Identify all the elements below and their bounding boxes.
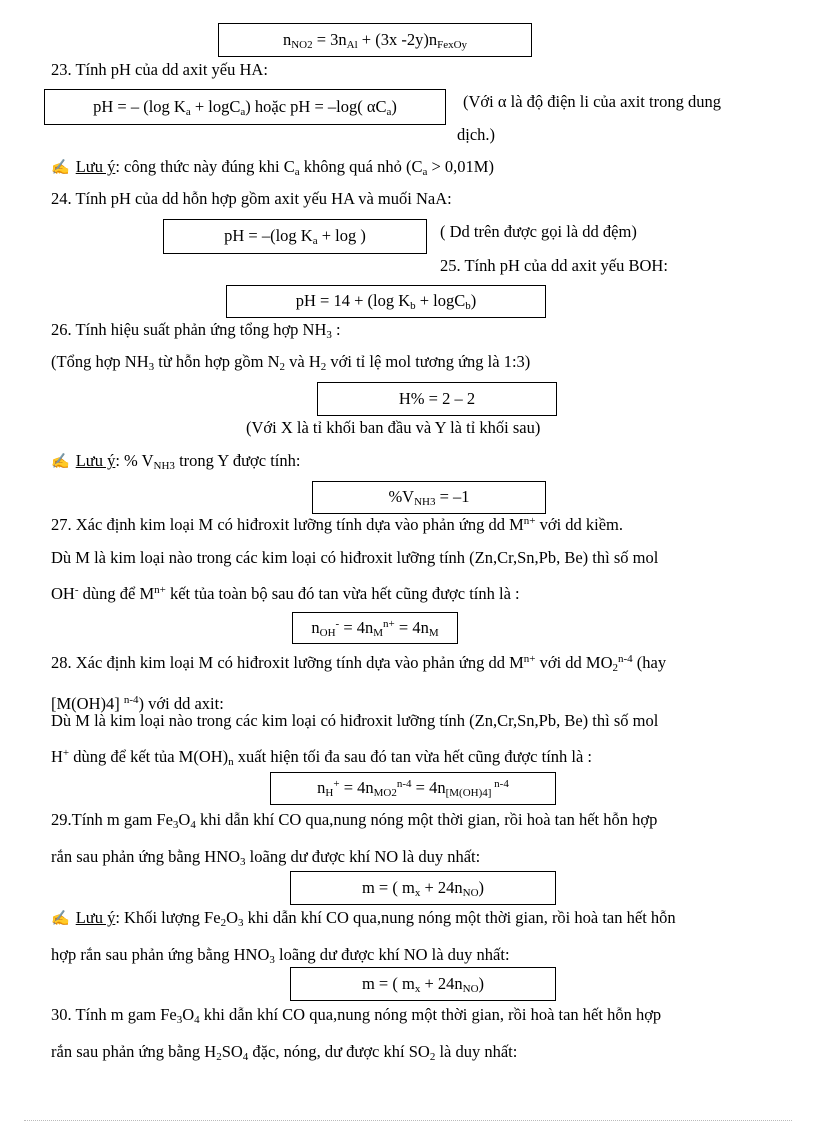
note-29: ✍ Lưu ý: Khối lượng $Fe_2O_3$ khi dẫn khí CO qua,nung nóng một thời gian, rồi hoà tan hết hỗn hợp rắn sau phản ứng bằng $HNO_3$ loãng dư được khí NO là duy nhất: — [51, 908, 676, 966]
formula-26-note: (Với X là tỉ khối ban đầu và Y là tỉ khối sau) — [246, 418, 541, 437]
section-23-heading: 23. Tính pH của dd axit yếu HA: — [51, 60, 268, 79]
formula-25-box — [226, 285, 546, 318]
formula-29b-box — [290, 967, 556, 1001]
formula-29: m = ( $m_x + 24n_{NO}$) — [361, 877, 485, 899]
page-bottom-border — [24, 1120, 792, 1121]
formula-25: pH = 14 + (log $K_b + \log C_b$) — [295, 291, 477, 312]
section-27-body: Dù M là kim loại nào trong các kim loại có hiđroxit lưỡng tính (Zn,Cr,Sn,Pb, Be) thì số mol OH- dùng để $M^{n+}$ kết tủa toàn bộ sau đó tan vừa hết cũng được tính là : — [51, 548, 659, 603]
pen-icon: ✍ — [51, 454, 70, 470]
note-23: ✍ Lưu ý: công thức này đúng khi $C_a$ không quá nhỏ $(C_a > 0,01M)$ — [51, 157, 494, 178]
section-25-heading: 25. Tính pH của dd axit yếu BOH: — [440, 256, 668, 275]
formula-29-box — [290, 871, 556, 905]
formula-24: pH = –(log $K_a + \log$ ) — [224, 226, 366, 247]
formula-29b: m = ( $m_x + 24n_{NO}$) — [361, 973, 485, 995]
section-26-condition: (Tổng hợp $NH_3$ từ hỗn hợp gồm $N_2$ và $H_2$ với tỉ lệ mol tương ứng là 1:3) — [51, 352, 531, 373]
formula-27: $n_{OH}^- = 4n_M^{n+} = 4n_M$ — [311, 617, 439, 639]
formula-24-box — [163, 219, 427, 254]
formula-24-note: ( Dd trên được gọi là dd đệm) — [440, 222, 637, 241]
section-29-heading: 29.Tính m gam $Fe_3O_4$ khi dẫn khí CO qua,nung nóng một thời gian, rồi hoà tan hết hỗn hợp rắn sau phản ứng bằng $HNO_3$ loãng dư được khí NO là duy nhất: — [51, 810, 658, 868]
formula-26b-box — [312, 481, 546, 514]
formula-27-box — [292, 612, 458, 644]
formula-26-box — [317, 382, 557, 416]
formula-23-note-line1: (Với α là độ điện li của axit trong dung — [463, 92, 721, 111]
formula-23-note-line2: dịch.) — [457, 125, 496, 144]
section-28-body: Dù M là kim loại nào trong các kim loại có hiđroxit lưỡng tính (Zn,Cr,Sn,Pb, Be) thì số mol H+ dùng để kết tủa $M(OH)_n$ xuất hiện tối đa sau đó tan vừa hết cũng được tính là : — [51, 711, 659, 768]
section-30-heading: 30. Tính m gam $Fe_3O_4$ khi dẫn khí CO qua,nung nóng một thời gian, rồi hoà tan hết hỗn hợp rắn sau phản ứng bằng $H_2SO_4$ đặc, nóng, dư được khí $SO_2$ là duy nhất: — [51, 1005, 662, 1063]
formula-23: pH = – (log $K_a + \log C_a$) hoặc pH = –log( $\alpha C_a$) — [93, 96, 397, 118]
note-label: Lưu ý — [75, 157, 116, 176]
formula-22: $n_{NO2} = 3n_{Al} + (3x$ $-2y)n_{FexOy}$ — [282, 29, 468, 51]
pen-icon: ✍ — [51, 160, 70, 176]
section-24-heading: 24. Tính pH của dd hỗn hợp gồm axit yếu HA và muối NaA: — [51, 189, 452, 208]
formula-22-box — [218, 23, 532, 57]
note-label: Lưu ý — [75, 908, 116, 927]
section-26-heading: 26. Tính hiệu suất phản ứng tổng hợp $NH_3$ : — [51, 320, 341, 341]
note-label: Lưu ý — [75, 451, 116, 470]
formula-23-box — [44, 89, 446, 125]
formula-26b: $\%V_{NH3} = -1$ — [388, 487, 470, 508]
section-27-heading: 27. Xác định kim loại M có hiđroxit lưỡng tính dựa vào phản ứng dd $M^{n+}$ với dd kiềm. — [51, 515, 624, 534]
formula-26: H% = 2 – 2 — [398, 389, 476, 408]
pen-icon: ✍ — [51, 911, 70, 927]
section-28-heading: 28. Xác định kim loại M có hiđroxit lưỡng tính dựa vào phản ứng dd $M^{n+}$ với dd $MO_2^{n-4}$ (hay [M(OH)4] $^{n-4}$) với dd axit: — [51, 653, 667, 713]
formula-28: $n_H^+ = 4n_{MO2}^{n-4} = 4n_{[M(OH)4]}$ $^{n-4}$ — [317, 778, 509, 799]
note-26: ✍ Lưu ý: % $V_{NH3}$ trong Y được tính: — [51, 451, 301, 472]
formula-28-box — [270, 772, 556, 805]
